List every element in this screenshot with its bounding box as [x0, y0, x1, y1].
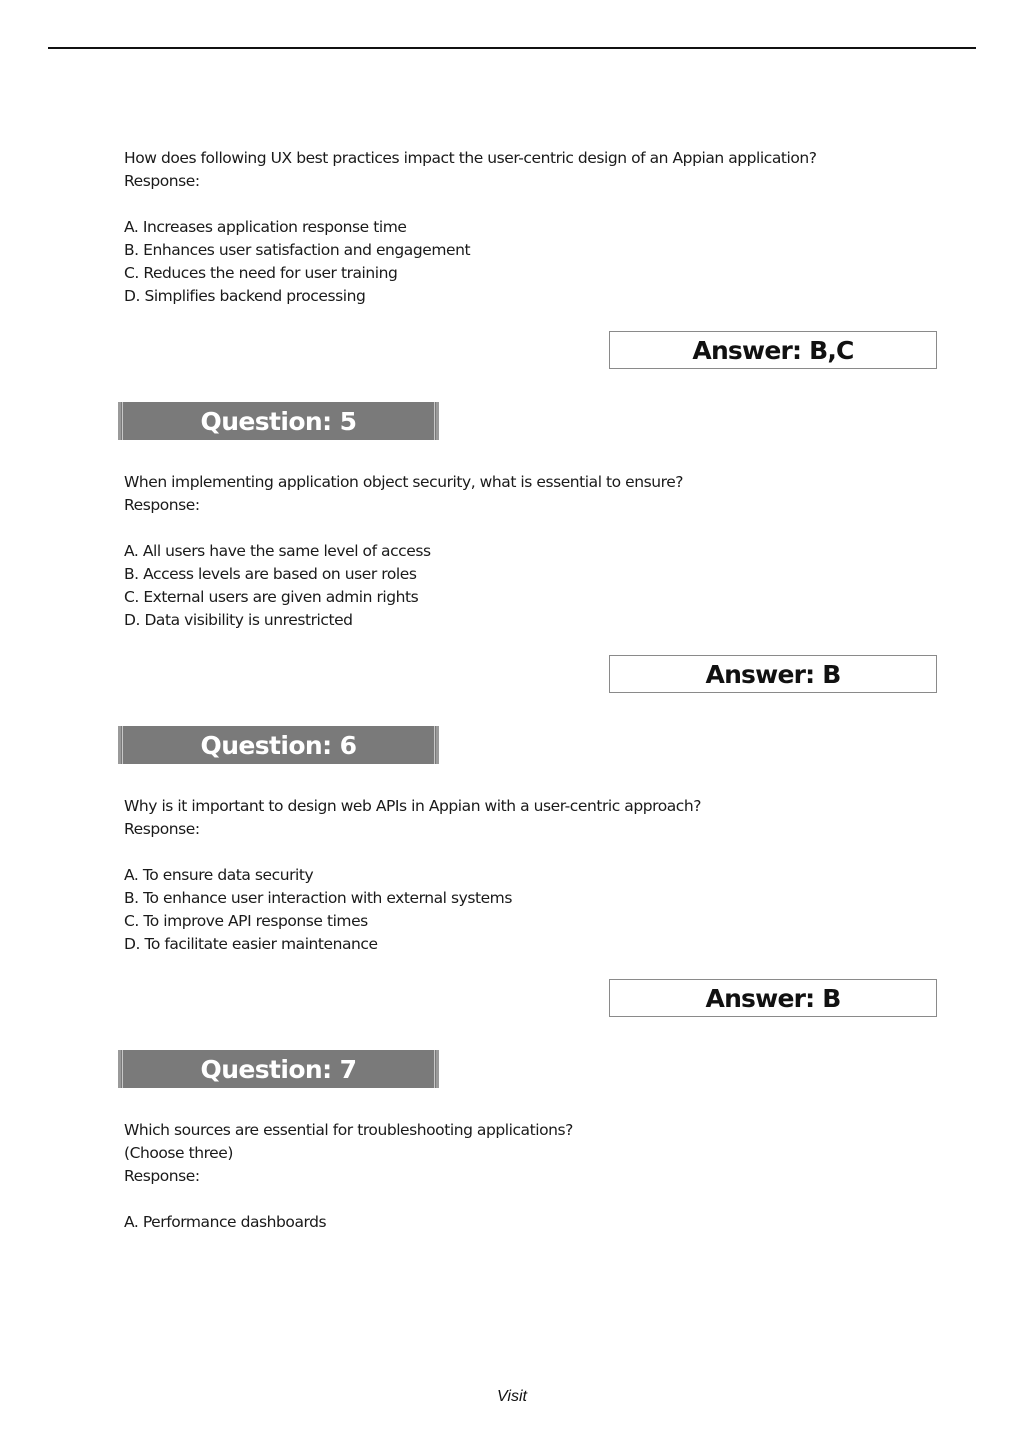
option-b: B. Access levels are based on user roles — [124, 565, 417, 583]
option-c: C. External users are given admin rights — [124, 588, 419, 606]
answer-box-q5 — [609, 655, 937, 693]
question-5-header — [118, 402, 439, 440]
option-a: A. Increases application response time — [124, 218, 407, 236]
answer-box-q6 — [609, 979, 937, 1017]
question-prompt: Which sources are essential for troubleshooting applications? — [124, 1121, 573, 1139]
question-prompt: How does following UX best practices impact the user-centric design of an Appian application? — [124, 149, 817, 167]
question-6-body — [124, 795, 701, 956]
question-7-body — [124, 1119, 573, 1234]
question-7-header — [118, 1050, 439, 1088]
option-a: A. Performance dashboards — [124, 1213, 327, 1231]
question-prompt: Why is it important to design web APIs in Appian with a user-centric approach? — [124, 797, 701, 815]
option-d: D. To facilitate easier maintenance — [124, 935, 378, 953]
option-b: B. Enhances user satisfaction and engagement — [124, 241, 471, 259]
answer-text: Answer: B — [705, 983, 841, 1013]
header-rule — [48, 47, 976, 49]
response-label: Response: — [124, 172, 200, 190]
answer-box-q4 — [609, 331, 937, 369]
question-number: Question: 7 — [200, 1054, 357, 1084]
question-prompt: When implementing application object security, what is essential to ensure? — [124, 473, 684, 491]
answer-text: Answer: B — [705, 659, 841, 689]
response-label: Response: — [124, 820, 200, 838]
question-4-body — [124, 147, 817, 308]
question-6-header — [118, 726, 439, 764]
option-a: A. To ensure data security — [124, 866, 314, 884]
option-d: D. Data visibility is unrestricted — [124, 611, 353, 629]
option-a: A. All users have the same level of access — [124, 542, 431, 560]
option-b: B. To enhance user interaction with external systems — [124, 889, 512, 907]
response-label: Response: — [124, 496, 200, 514]
question-5-body — [124, 471, 683, 632]
option-c: C. Reduces the need for user training — [124, 264, 398, 282]
answer-text: Answer: B,C — [692, 335, 854, 365]
option-c: C. To improve API response times — [124, 912, 368, 930]
footer-visit-text: Visit — [497, 1388, 527, 1405]
response-label: Response: — [124, 1167, 200, 1185]
choose-note: (Choose three) — [124, 1144, 233, 1162]
option-d: D. Simplifies backend processing — [124, 287, 366, 305]
question-number: Question: 5 — [200, 406, 357, 436]
question-number: Question: 6 — [200, 730, 357, 760]
